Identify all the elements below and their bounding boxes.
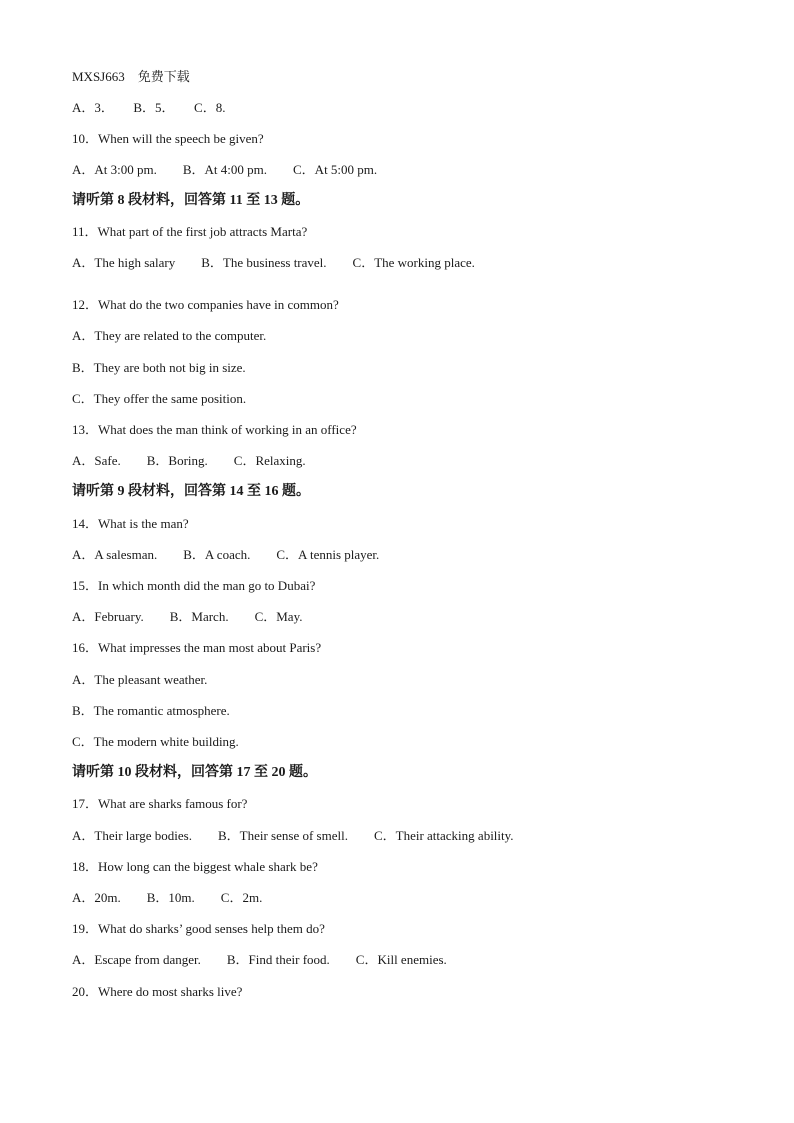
answer-options: A．February. B．March. C．May. — [72, 609, 303, 624]
answer-options: A．A salesman. B．A coach. C．A tennis player. — [72, 547, 380, 562]
answer-options: A．At 3:00 pm. B．At 4:00 pm. C．At 5:00 pm. — [72, 162, 378, 177]
question: 18．How long can the biggest whale shark be? — [72, 859, 318, 874]
answer-options: A．Safe. B．Boring. C．Relaxing. — [72, 453, 306, 468]
section-heading: 请听第 10 段材料，回答第 17 至 20 题。 — [72, 765, 317, 780]
question: 16．What impresses the man most about Paris? — [72, 640, 322, 655]
answer-option: C．The modern white building. — [72, 734, 239, 749]
question: 19．What do sharks’ good senses help them do? — [72, 921, 325, 936]
answer-options: A．3． B．5． C．8. — [72, 100, 226, 115]
answer-options: A．The high salary B．The business travel. C．The working place. — [72, 255, 475, 270]
answer-options: A．20m. B．10m. C．2m. — [72, 890, 263, 905]
answer-options: A．Escape from danger. B．Find their food. C．Kill enemies. — [72, 952, 447, 967]
question: 20．Where do most sharks live? — [72, 984, 243, 999]
question: 13．What does the man think of working in an office? — [72, 422, 357, 437]
answer-option: B．They are both not big in size. — [72, 360, 246, 375]
question: 15．In which month did the man go to Dubai? — [72, 578, 316, 593]
question: 11．What part of the first job attracts Marta? — [72, 224, 308, 239]
question: 14．What is the man? — [72, 516, 189, 531]
answer-option: B．The romantic atmosphere. — [72, 703, 230, 718]
answer-options: A．Their large bodies. B．Their sense of smell. C．Their attacking ability. — [72, 828, 514, 843]
page-header: MXSJ663 免费下载 — [72, 69, 190, 84]
section-heading: 请听第 9 段材料，回答第 14 至 16 题。 — [72, 484, 310, 499]
question: 12．What do the two companies have in common? — [72, 297, 339, 312]
section-heading: 请听第 8 段材料，回答第 11 至 13 题。 — [72, 193, 310, 208]
question: 17．What are sharks famous for? — [72, 796, 248, 811]
question: 10．When will the speech be given? — [72, 131, 264, 146]
answer-option: A．The pleasant weather. — [72, 672, 208, 687]
answer-option: A．They are related to the computer. — [72, 328, 267, 343]
answer-option: C．They offer the same position. — [72, 391, 247, 406]
